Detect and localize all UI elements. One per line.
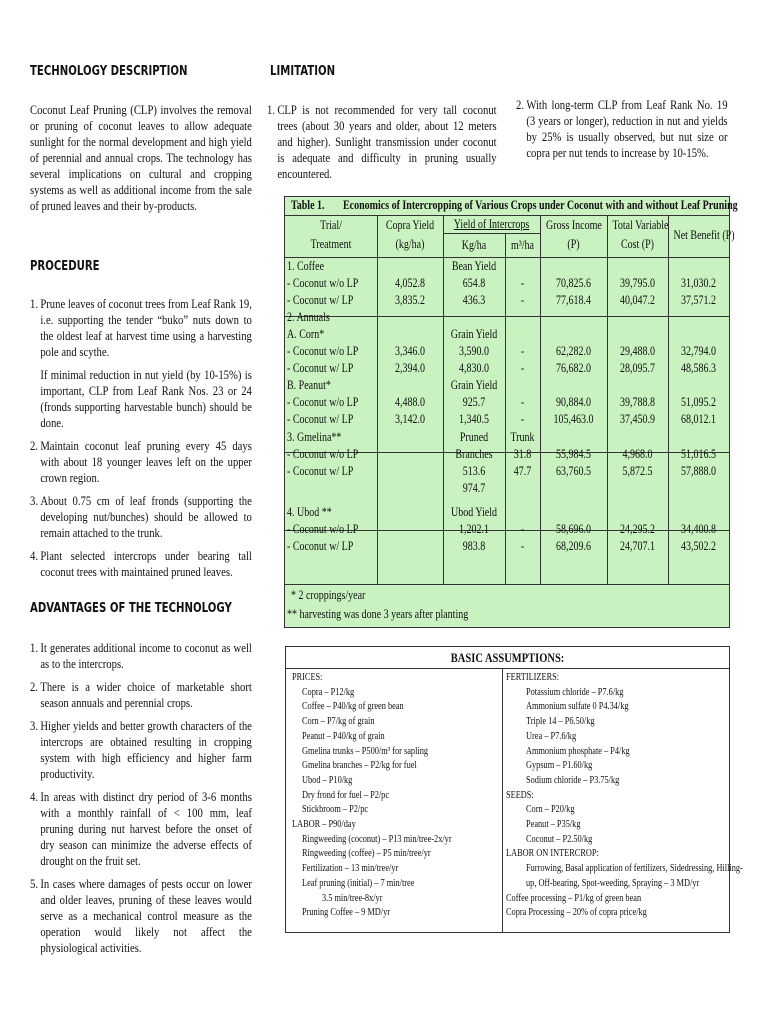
assumption-line: up, Off-bearing, Spot-weeding, Spraying – 3 MD/yr [526,877,700,889]
procedure-item-text: Maintain coconut leaf pruning every 45 days with about 18 younger leaves left on the upper crown region. [40,439,252,485]
advantages-item [30,718,252,782]
cell-copra-yield: 2,394.0 [395,361,425,375]
procedure-item [30,438,252,486]
cell-total-variable-cost: 4,968.0 [622,447,653,461]
cell-gross-income: 70,825.6 [556,276,591,290]
header-total-variable: Total Variable [612,218,669,232]
cell-total-variable-cost: 29,488.0 [620,344,655,358]
assumption-line: Sodium chloride – P3.75/kg [526,774,620,786]
table-caption-label: Table 1. [291,198,325,212]
assumption-line: Ammonium phosphate – P4/kg [526,745,630,757]
limitation-list-1 [267,102,497,189]
assumption-line: Ringweeding (coffee) – P5 min/tree/yr [302,848,431,860]
cell-intercrop-kgha: 983.8 [462,539,486,553]
assumption-line: Furrowing, Basal application of fertilizers, Sidedressing, Hilling- [526,863,743,875]
advantages-item [30,640,252,672]
cell-net-benefit: 51,016.5 [681,447,716,461]
limitation-item-2-num: 2. [516,98,524,112]
cell-total-variable-cost: 37,450.9 [620,412,655,426]
limitation-item-1-text: CLP is not recommended for very tall coconut trees (about 30 years and older, about 12 meters and higher). Sunlight transmission under coconut is adequate and difficulty in pruning usually encountered. [277,103,497,181]
table-rule [668,215,669,584]
cell-total-variable-cost: 5,872.5 [622,464,653,478]
cell-treatment: - Coconut w/ LP [287,412,354,426]
cell-net-benefit: 37,571.2 [681,293,716,307]
limitation-item-2-text: With long-term CLP from Leaf Rank No. 19 (3 years or longer), reduction in nut and yields by 25% is usually observed, but nut size or copra per nut tends to increase by 10-15%. [526,98,728,160]
assumption-line: PRICES: [292,672,323,683]
assumptions-title-wrap [286,649,729,667]
cell-treatment: 1. Coffee [287,259,325,273]
assumption-line: 3.5 min/tree-8x/yr [322,892,383,904]
advantages-item-text: In cases where damages of pests occur on lower and older leaves, pruning of these leaves would serve as a mechanical control measure as the operation would likely not affect the physiological activities. [40,877,252,955]
cell-treatment: - Coconut w/ LP [287,539,354,553]
cell-copra-yield: 3,346.0 [395,344,425,358]
assumption-line: Gypsum – P1.60/kg [526,760,593,772]
table-rule [377,215,378,584]
assumption-line: Fertilization – 13 min/tree/yr [302,863,399,875]
cell-treatment: - Coconut w/o LP [287,395,359,409]
economics-table [284,196,738,628]
cell-treatment: - Coconut w/ LP [287,293,354,307]
header-gross-income: Gross Income [546,218,602,232]
cell-intercrop-m3ha: - [520,412,525,426]
procedure-item-number: 3. [30,494,38,508]
cell-intercrop-kgha: 654.8 [462,276,486,290]
advantages-item-text: It generates additional income to coconut as well as to the intercrops. [40,641,252,671]
tech-description-heading: TECHNOLOGY DESCRIPTION [30,64,188,79]
procedure-list [30,296,252,587]
header-trial: Trial/ [320,218,342,232]
cell-copra-yield: 3,835.2 [395,293,425,307]
cell-treatment: 4. Ubod ** [287,505,332,519]
advantages-item-text: There is a wider choice of marketable short season annuals and perennial crops. [40,680,252,710]
table-rule [443,215,444,584]
cell-intercrop-kgha: 974.7 [462,481,486,495]
table-caption: Economics of Intercropping of Various Crops under Coconut with and without Leaf Pruning [343,198,738,212]
advantages-heading: ADVANTAGES OF THE TECHNOLOGY [30,601,232,616]
procedure-item-text: Plant selected intercrops under bearing tall coconut trees with maintained pruned leaves. [40,549,252,579]
cell-intercrop-m3ha: - [520,293,525,307]
cell-total-variable-cost: 24,295.2 [620,522,655,536]
cell-intercrop-m3ha: - [520,539,525,553]
cell-intercrop-kgha: 925.7 [462,395,486,409]
header-yield-intercrops: Yield of Intercrops [453,217,530,231]
assumption-line: Leaf pruning (initial) – 7 min/tree [302,877,415,889]
cell-copra-yield: 4,488.0 [395,395,425,409]
cell-net-benefit: 43,502.2 [681,539,716,553]
cell-gross-income: 55,984.5 [556,447,591,461]
procedure-item-text: About 0.75 cm of leaf fronds (supporting the developing nut/bunches) should be allowed to remain attached to the trunk. [40,494,252,540]
header-net-benefit: Net Benefit (P) [673,228,735,242]
cell-intercrop-kgha: Ubod Yield [451,505,497,519]
cell-treatment: B. Peanut* [287,378,331,392]
assumption-line: LABOR – P90/day [292,819,356,830]
cell-copra-yield: 3,142.0 [395,412,425,426]
table-rule [285,257,729,258]
table-rule [285,316,729,317]
assumption-line: Peanut – P35/kg [526,819,581,830]
cell-gross-income: 58,696.0 [556,522,591,536]
limitation-list-2 [516,97,728,168]
assumption-line: Pruning Coffee – 9 MD/yr [302,907,391,919]
cell-total-variable-cost: 24,707.1 [620,539,655,553]
header-gross-unit: (P) [567,237,580,251]
limitation-item-2 [516,97,728,161]
assumption-line: LABOR ON INTERCROP: [506,848,599,860]
procedure-item-number: 4. [30,549,38,563]
cell-treatment: - Coconut w/ LP [287,464,354,478]
procedure-item [30,367,252,431]
cell-net-benefit: 48,586.3 [681,361,716,375]
assumption-line: Triple 14 – P6.50/kg [526,716,595,728]
assumption-line: Coconut – P2.50/kg [526,833,593,845]
advantages-item-number: 2. [30,680,38,694]
assumption-line: Ammonium sulfate 0 P4.34/kg [526,701,629,713]
assumption-line: Corn – P20/kg [526,804,575,816]
procedure-item [30,296,252,360]
assumption-line: Peanut – P40/kg of grain [302,730,385,742]
cell-intercrop-kgha: Branches [455,447,493,461]
table-rule [505,233,506,584]
assumption-line: Corn – P7/kg of grain [302,716,375,728]
cell-intercrop-m3ha: - [520,522,525,536]
cell-copra-yield: 4,052.8 [395,276,425,290]
cell-intercrop-kgha: Pruned [459,430,489,444]
procedure-item-text: If minimal reduction in nut yield (by 10-15%) is important, CLP from Leaf Rank Nos. 23 or 24 (fronds supporting harvestable bunch) should be done. [40,368,252,430]
procedure-item-number: 1. [30,297,38,311]
tech-description-text: Coconut Leaf Pruning (CLP) involves the removal or pruning of coconut leaves to allow adequate sunlight for the normal development and high yield of perennial and annual crops. The technology has several implications on cultural and cropping systems as well as additional income from the sale of pruned leaves and their by-products. [30,103,252,213]
cell-treatment: - Coconut w/o LP [287,522,359,536]
procedure-item-text: Prune leaves of coconut trees from Leaf Rank 19, i.e. supporting the tender “buko” nuts down to the oldest leaf at harvest time using a harvesting pole and scythe. [40,297,252,359]
header-cost: Cost (P) [620,237,655,251]
cell-total-variable-cost: 39,788.8 [620,395,655,409]
cell-gross-income: 105,463.0 [553,412,594,426]
cell-intercrop-kgha: 3,590.0 [459,344,489,358]
cell-intercrop-m3ha: Trunk [510,430,535,444]
cell-net-benefit: 32,794.0 [681,344,716,358]
cell-gross-income: 63,760.5 [556,464,591,478]
assumption-line: FERTILIZERS: [506,672,560,683]
assumption-line: Urea – P7.6/kg [526,730,577,742]
cell-gross-income: 77,618.4 [556,293,591,307]
cell-treatment: 2. Annuals [287,310,330,324]
cell-net-benefit: 34,400.8 [681,522,716,536]
cell-gross-income: 76,682.0 [556,361,591,375]
table-rule [607,215,608,584]
advantages-item-number: 1. [30,641,38,655]
procedure-item-number: 2. [30,439,38,453]
cell-intercrop-kgha: 1,340.5 [459,412,489,426]
cell-treatment: - Coconut w/ LP [287,361,354,375]
cell-total-variable-cost: 40,047.2 [620,293,655,307]
advantages-item [30,679,252,711]
advantages-item [30,876,252,956]
cell-gross-income: 62,282.0 [556,344,591,358]
cell-total-variable-cost: 39,795.0 [620,276,655,290]
assumption-line: Coffee processing – P1/kg of green bean [506,892,642,904]
cell-total-variable-cost: 28,095.7 [620,361,655,375]
assumptions-divider [502,668,503,932]
assumption-line: Potassium chloride – P7.6/kg [526,686,624,698]
assumption-line: Stickbroom – P2/pc [302,804,369,816]
cell-intercrop-kgha: Grain Yield [450,327,498,341]
assumptions-rule [286,668,729,669]
advantages-list [30,640,252,963]
cell-intercrop-kgha: Bean Yield [451,259,497,273]
cell-net-benefit: 57,888.0 [681,464,716,478]
assumption-line: Gmelina trunks – P500/m³ for sapling [302,745,429,757]
cell-net-benefit: 51,095.2 [681,395,716,409]
assumptions-title: BASIC ASSUMPTIONS: [450,651,565,665]
cell-intercrop-m3ha: - [520,344,525,358]
cell-intercrop-m3ha: - [520,276,525,290]
limitation-item-1 [267,102,497,182]
assumption-line: Ringweeding (coconut) – P13 min/tree-2x/yr [302,833,452,845]
assumption-line: Copra Processing – 20% of copra price/kg [506,907,647,919]
assumption-line: Ubod – P10/kg [302,774,353,786]
basic-assumptions-box [285,646,743,933]
assumption-line: Coffee – P40/kg of green bean [302,701,404,713]
table-note-2: ** harvesting was done 3 years after planting [287,607,469,621]
cell-net-benefit: 31,030.2 [681,276,716,290]
cell-treatment: - Coconut w/o LP [287,447,359,461]
cell-treatment: - Coconut w/o LP [287,344,359,358]
cell-treatment: - Coconut w/o LP [287,276,359,290]
table-rule [285,584,729,585]
cell-intercrop-kgha: 513.6 [462,464,486,478]
cell-intercrop-kgha: 436.3 [462,293,486,307]
cell-intercrop-m3ha: - [520,361,525,375]
procedure-item [30,493,252,541]
header-m3ha: m³/ha [511,238,534,252]
table-note-1: * 2 croppings/year [291,588,366,602]
assumption-line: SEEDS: [506,789,534,801]
advantages-item [30,789,252,869]
limitation-heading: LIMITATION [270,64,336,79]
cell-gross-income: 90,884.0 [556,395,591,409]
header-copra-unit: (kg/ha) [395,237,425,251]
cell-intercrop-m3ha: 47.7 [513,464,532,478]
cell-treatment: A. Corn* [287,327,325,341]
table-rule [540,215,541,584]
cell-treatment: 3. Gmelina** [287,430,342,444]
header-kgha: Kg/ha [461,238,487,252]
cell-intercrop-kgha: 4,830.0 [459,361,489,375]
advantages-item-number: 3. [30,719,38,733]
assumption-line: Copra – P12/kg [302,686,355,698]
advantages-item-text: In areas with distinct dry period of 3-6 months with a monthly rainfall of < 100 mm, leaf pruning during nut harvest before the onset of dry season can minimize the adverse effects of drought on the fruit set. [40,790,252,868]
header-copra-yield: Copra Yield [385,218,435,232]
cell-gross-income: 68,209.6 [556,539,591,553]
procedure-heading: PROCEDURE [30,259,100,274]
cell-intercrop-m3ha: 31.8 [513,447,532,461]
cell-intercrop-kgha: 1,202.1 [459,522,489,536]
advantages-item-number: 4. [30,790,38,804]
advantages-item-text: Higher yields and better growth characters of the intercrops are obtained resulting in cropping system with high efficiency and higher farm productivity. [40,719,252,781]
cell-net-benefit: 68,012.1 [681,412,716,426]
limitation-item-1-num: 1. [267,103,275,117]
assumption-line: Dry frond for fuel – P2/pc [302,789,390,801]
cell-intercrop-kgha: Grain Yield [450,378,498,392]
header-treatment: Treatment [310,237,352,251]
procedure-item [30,548,252,580]
cell-intercrop-m3ha: - [520,395,525,409]
table-rule [443,233,540,234]
advantages-item-number: 5. [30,877,38,891]
assumption-line: Gmelina branches – P2/kg for fuel [302,760,417,772]
